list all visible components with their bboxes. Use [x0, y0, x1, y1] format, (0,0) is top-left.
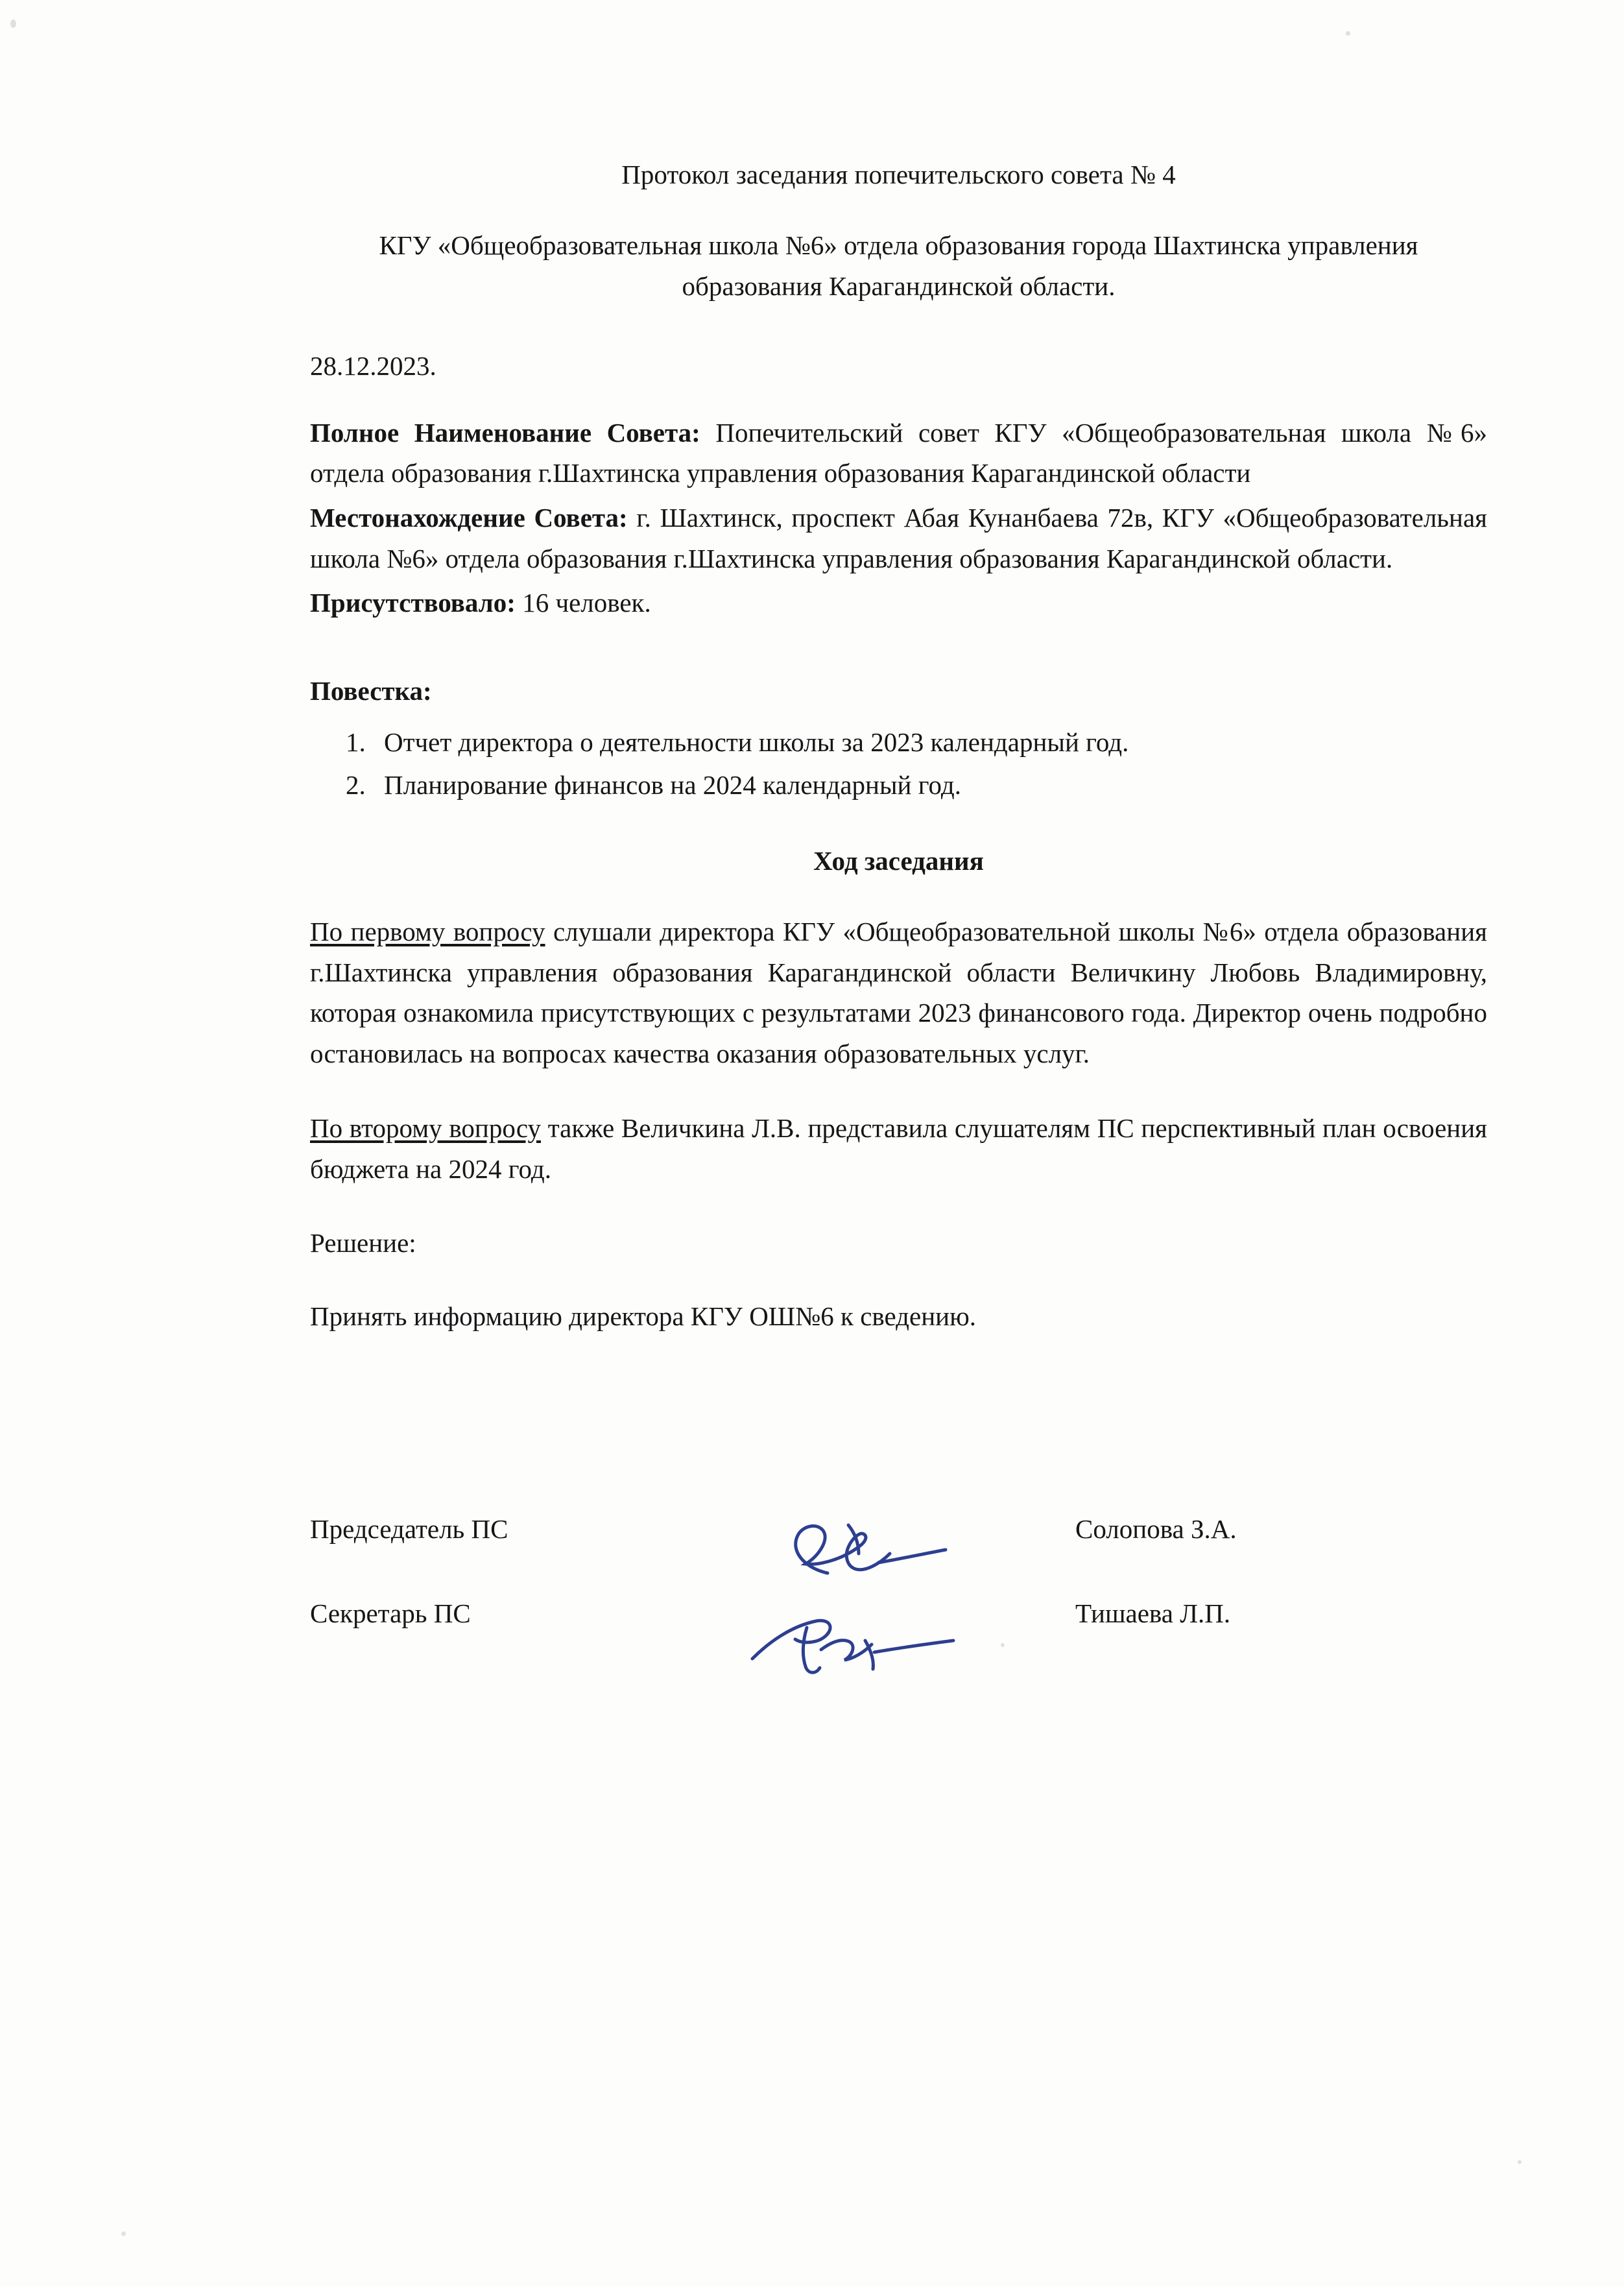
document-date: 28.12.2023.: [310, 351, 436, 381]
field-label: Местонахождение Совета:: [310, 503, 628, 533]
field-council-location: [310, 498, 1487, 579]
field-value: Попечительский совет КГУ «Общеобразовательная школа №6» отдела образования г.Шахтинска управления образования Карагандинской области: [310, 417, 1487, 488]
document-body: [310, 0, 1487, 1634]
decision-text: Принять информацию директора КГУ ОШ№6 к сведению.: [310, 1301, 977, 1331]
signature-block: [310, 1499, 1487, 1634]
proceedings-item-first: [310, 911, 1487, 1074]
list-item: 2. Планирование финансов на 2024 календарный год.: [372, 764, 1487, 806]
signature-ink-chair: [751, 1513, 959, 1585]
agenda-list: [310, 721, 1487, 807]
signature-name: Тишаева Л.П.: [1075, 1598, 1231, 1629]
field-value: 16 человек.: [522, 588, 651, 618]
scan-artifact: [1001, 1643, 1005, 1647]
signature-name: Солопова З.А.: [1075, 1514, 1237, 1545]
proceedings-heading: Ход заседания: [813, 846, 984, 876]
signature-row-secretary: [310, 1583, 1487, 1634]
proceedings-text: слушали директора КГУ «Общеобразовательной школы №6» отдела образования г.Шахтинска управления образования Карагандинской области Величкину Любовь Владимировну, которая ознакомила присутствующих с результатами 2023 финансового года. Директор очень подробно остановилась на вопросах качества оказания образовательных услуг.: [310, 916, 1487, 1069]
document-subtitle: КГУ «Общеобразовательная школа №6» отдела образования города Шахтинска управления образования Карагандинской области.: [379, 230, 1418, 301]
field-value: г. Шахтинск, проспект Абая Кунанбаева 72в, КГУ «Общеобразовательная школа №6» отдела образования г.Шахтинска управления образования Карагандинской области.: [310, 503, 1488, 573]
agenda-heading: Повестка:: [310, 676, 432, 706]
scan-artifact: [10, 19, 16, 28]
proceedings-item-second: [310, 1108, 1487, 1189]
proceedings-lead: По первому вопросу: [310, 916, 545, 946]
list-item: 1. Отчет директора о деятельности школы за 2023 календарный год.: [372, 721, 1487, 764]
signature-ink-secretary: [735, 1604, 969, 1682]
field-attendance: [310, 583, 1487, 623]
field-council-full-name: [310, 413, 1487, 494]
decision-label: Решение:: [310, 1228, 416, 1258]
page-title: Протокол заседания попечительского совета № 4: [621, 160, 1176, 189]
proceedings-lead: По второму вопросу: [310, 1113, 542, 1143]
signature-role: Председатель ПС: [310, 1514, 508, 1545]
scan-artifact: [1518, 2160, 1522, 2164]
field-label: Присутствовало:: [310, 588, 516, 618]
field-label: Полное Наименование Совета:: [310, 417, 700, 448]
proceedings-text: также Величкина Л.В. представила слушателям ПС перспективный план освоения бюджета на 2024 год.: [310, 1113, 1488, 1184]
signature-row-chair: [310, 1499, 1487, 1550]
scan-artifact: [121, 2232, 126, 2236]
signature-role: Секретарь ПС: [310, 1598, 471, 1629]
